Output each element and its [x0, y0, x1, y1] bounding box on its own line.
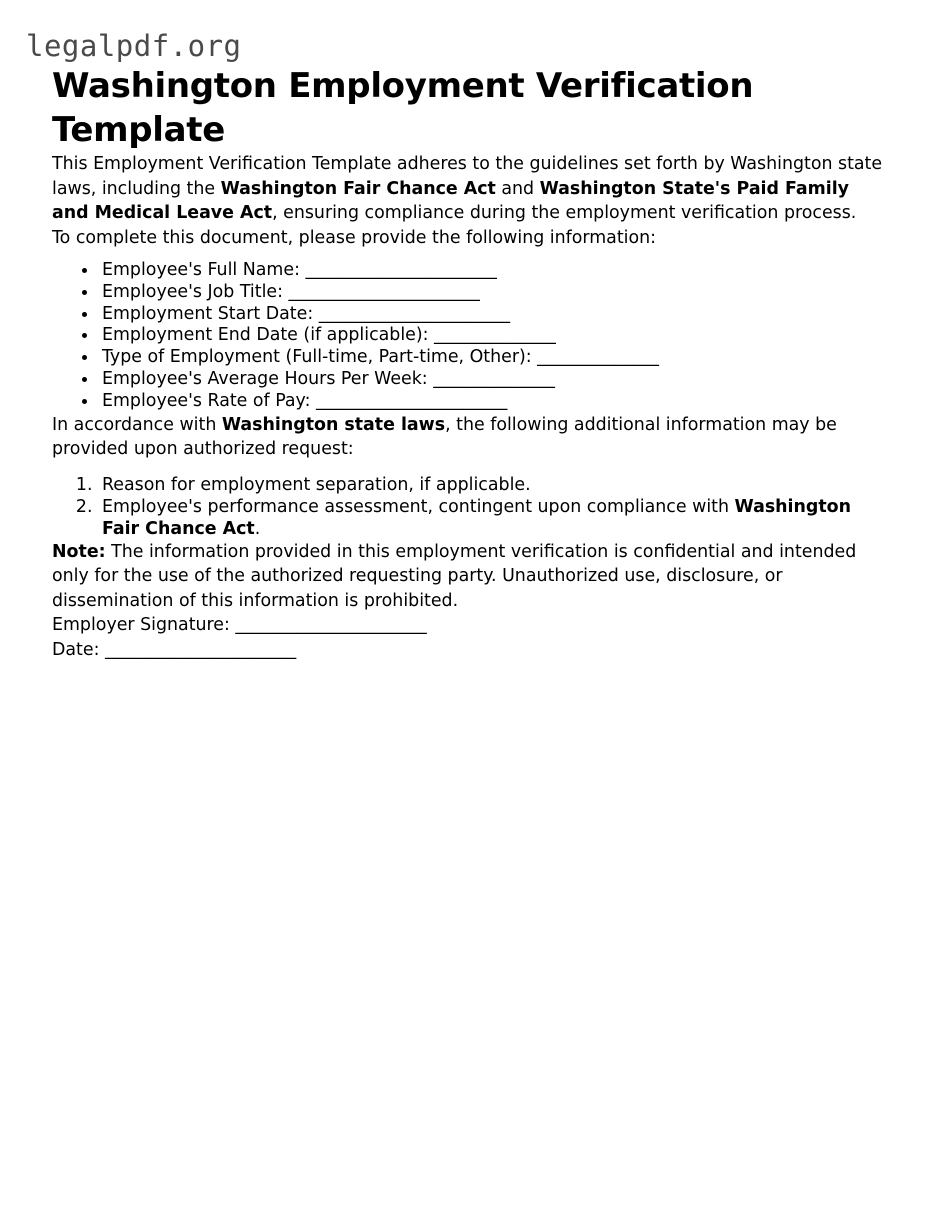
list-item: [98, 369, 887, 391]
employer-signature-line: [52, 613, 887, 638]
date-label: Date:: [52, 639, 105, 660]
field-blank-line[interactable]: ______________________: [305, 260, 497, 280]
intro-text-part-3: , ensuring compliance during the employment verification process.: [272, 203, 857, 223]
date-line: [52, 638, 887, 663]
accordance-paragraph: [52, 413, 887, 462]
field-label: Employee's Rate of Pay:: [102, 390, 316, 411]
info-bold-fair-chance-act: Washington Fair Chance Act: [102, 496, 851, 539]
list-item: [98, 260, 887, 282]
instruction-paragraph: To complete this document, please provide the following information:: [52, 227, 657, 248]
list-item: [98, 347, 887, 369]
accordance-text-part-2: , the following additional information may be provided upon authorized request:: [52, 414, 837, 460]
intro-bold-paid-family-leave-act: Washington State's Paid Family and Medical Leave Act: [52, 178, 849, 223]
site-logo: legalpdf.org: [26, 29, 242, 63]
info-text-part-1: Employee's performance assessment, contingent upon compliance with: [102, 496, 735, 517]
field-label: Employment Start Date:: [102, 303, 319, 324]
intro-paragraph: [52, 152, 887, 226]
employer-signature-blank[interactable]: ______________________: [235, 615, 427, 636]
intro-text-part-2: and: [495, 178, 540, 199]
intro-bold-fair-chance-act: Washington Fair Chance Act: [220, 178, 496, 199]
note-text: The information provided in this employment verification is confidential and intended only for the use of the authorized requesting party. Unauthorized use, disclosure, or dissemination of this information is prohibited.: [52, 541, 857, 611]
list-item: [98, 282, 887, 304]
field-blank-line[interactable]: ______________________: [288, 281, 480, 302]
intro-text-part-1: This Employment Verification Template adheres to the guidelines set forth by Washington state laws, including the: [52, 154, 883, 199]
field-blank-line[interactable]: ______________: [537, 347, 659, 368]
field-blank-line[interactable]: ______________________: [315, 390, 508, 411]
field-label: Employee's Average Hours Per Week:: [102, 368, 434, 389]
field-label: Employee's Job Title:: [102, 281, 289, 302]
date-blank[interactable]: ______________________: [104, 639, 297, 660]
info-text-part-2: .: [254, 518, 261, 539]
field-blank-line[interactable]: ______________: [434, 325, 556, 346]
field-label: Employment End Date (if applicable):: [102, 325, 435, 346]
list-item: [98, 325, 887, 347]
employer-signature-label: Employer Signature:: [52, 615, 236, 636]
page-title: Washington Employment Verification Template: [52, 66, 754, 150]
accordance-text-part-1: In accordance with: [52, 414, 222, 435]
list-item: [98, 304, 887, 326]
field-blank-line[interactable]: ______________________: [318, 303, 511, 324]
field-label: Type of Employment (Full-time, Part-time, Other):: [102, 347, 538, 368]
note-paragraph: [52, 540, 887, 614]
document-content: [52, 64, 887, 662]
accordance-bold-state-laws: Washington state laws: [221, 414, 446, 435]
info-text-part-1: Reason for employment separation, if applicable.: [102, 474, 531, 495]
list-item: [98, 391, 887, 413]
list-item: [98, 474, 887, 496]
field-blank-line[interactable]: ______________: [433, 368, 555, 389]
note-label: Note:: [52, 541, 106, 562]
employee-field-list: [52, 260, 887, 413]
field-label: Employee's Full Name:: [102, 260, 306, 280]
additional-info-list: [52, 474, 887, 540]
list-item: [98, 496, 887, 540]
